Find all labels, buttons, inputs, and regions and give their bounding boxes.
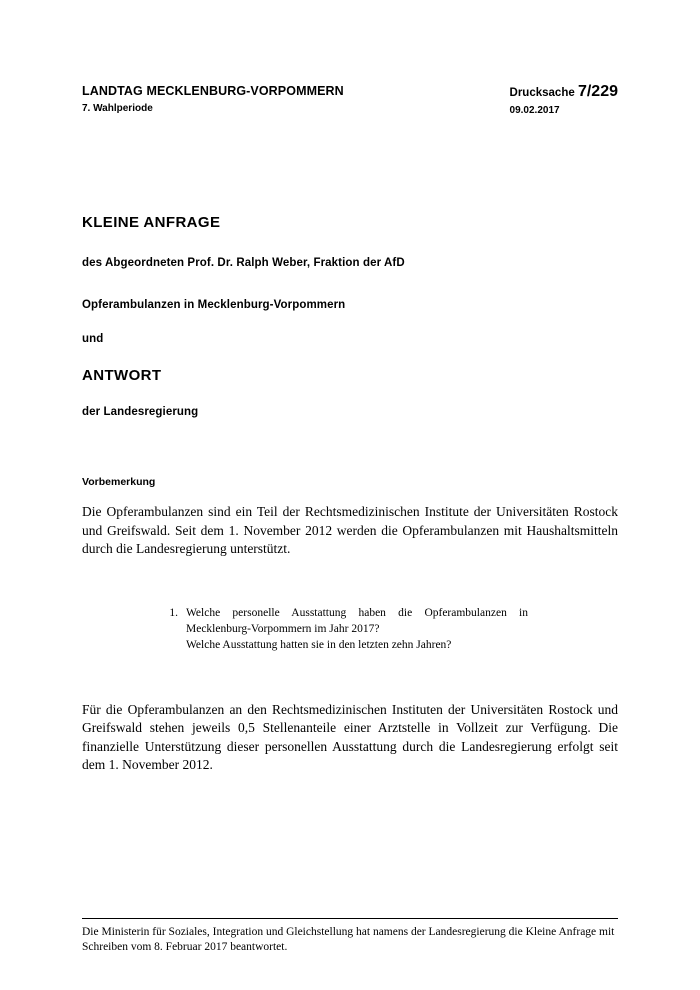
question-line: Welche personelle Ausstattung haben die Opferambulanzen in Mecklenburg-Vorpommern im Jahr 2017? <box>186 606 528 635</box>
answer-author: der Landesregierung <box>82 406 199 418</box>
preliminary-label: Vorbemerkung <box>82 476 156 488</box>
author-line: des Abgeordneten Prof. Dr. Ralph Weber, Fraktion der AfD <box>82 257 405 269</box>
drucksache-number: 7/229 <box>577 83 618 100</box>
document-date: 09.02.2017 <box>509 105 560 116</box>
preliminary-text: Die Opferambulanzen sind ein Teil der Rechtsmedizinischen Institute der Universitäten Rostock und Greifswald. Seit dem 1. November 2012 werden die Opferambulanzen mit Haushaltsmitteln durch die Landesregierung unterstützt. <box>82 504 618 556</box>
header-left-block <box>82 84 344 116</box>
footer-divider <box>82 918 618 919</box>
answer-heading: ANTWORT <box>82 367 162 384</box>
drucksache-label: Drucksache <box>509 87 575 99</box>
subject-line: Opferambulanzen in Mecklenburg-Vorpommern <box>82 299 346 311</box>
footer-note: Die Ministerin für Soziales, Integration und Gleichstellung hat namens der Landesregierung die Kleine Anfrage mit Schreiben vom 8. Februar 2017 beantwortet. <box>82 926 615 953</box>
document-footer <box>82 918 618 955</box>
answer-text: Für die Opferambulanzen an den Rechtsmedizinischen Instituten der Universitäten Rostock und Greifswald stehen jeweils 0,5 Stellenanteile einer Arztstelle in Vollzeit zur Verfügung. Die finanzielle Unterstützung dieser personellen Ausstattung durch die Landesregierung erfolgt seit dem 1. November 2012. <box>82 701 618 772</box>
document-content <box>82 84 618 775</box>
question-number: 1. <box>169 606 178 619</box>
document-type-heading: KLEINE ANFRAGE <box>82 214 221 231</box>
parliament-title: LANDTAG MECKLENBURG-VORPOMMERN <box>82 84 344 98</box>
header-right-block <box>510 84 618 118</box>
document-header <box>82 84 618 128</box>
question-body <box>186 605 528 653</box>
drucksache-line <box>510 84 618 101</box>
conjunction-line: und <box>82 333 104 345</box>
question-line: Welche Ausstattung hatten sie in den letzten zehn Jahren? <box>186 638 452 651</box>
question-item <box>82 605 618 653</box>
legislative-period: 7. Wahlperiode <box>82 103 153 114</box>
title-block <box>82 214 618 418</box>
